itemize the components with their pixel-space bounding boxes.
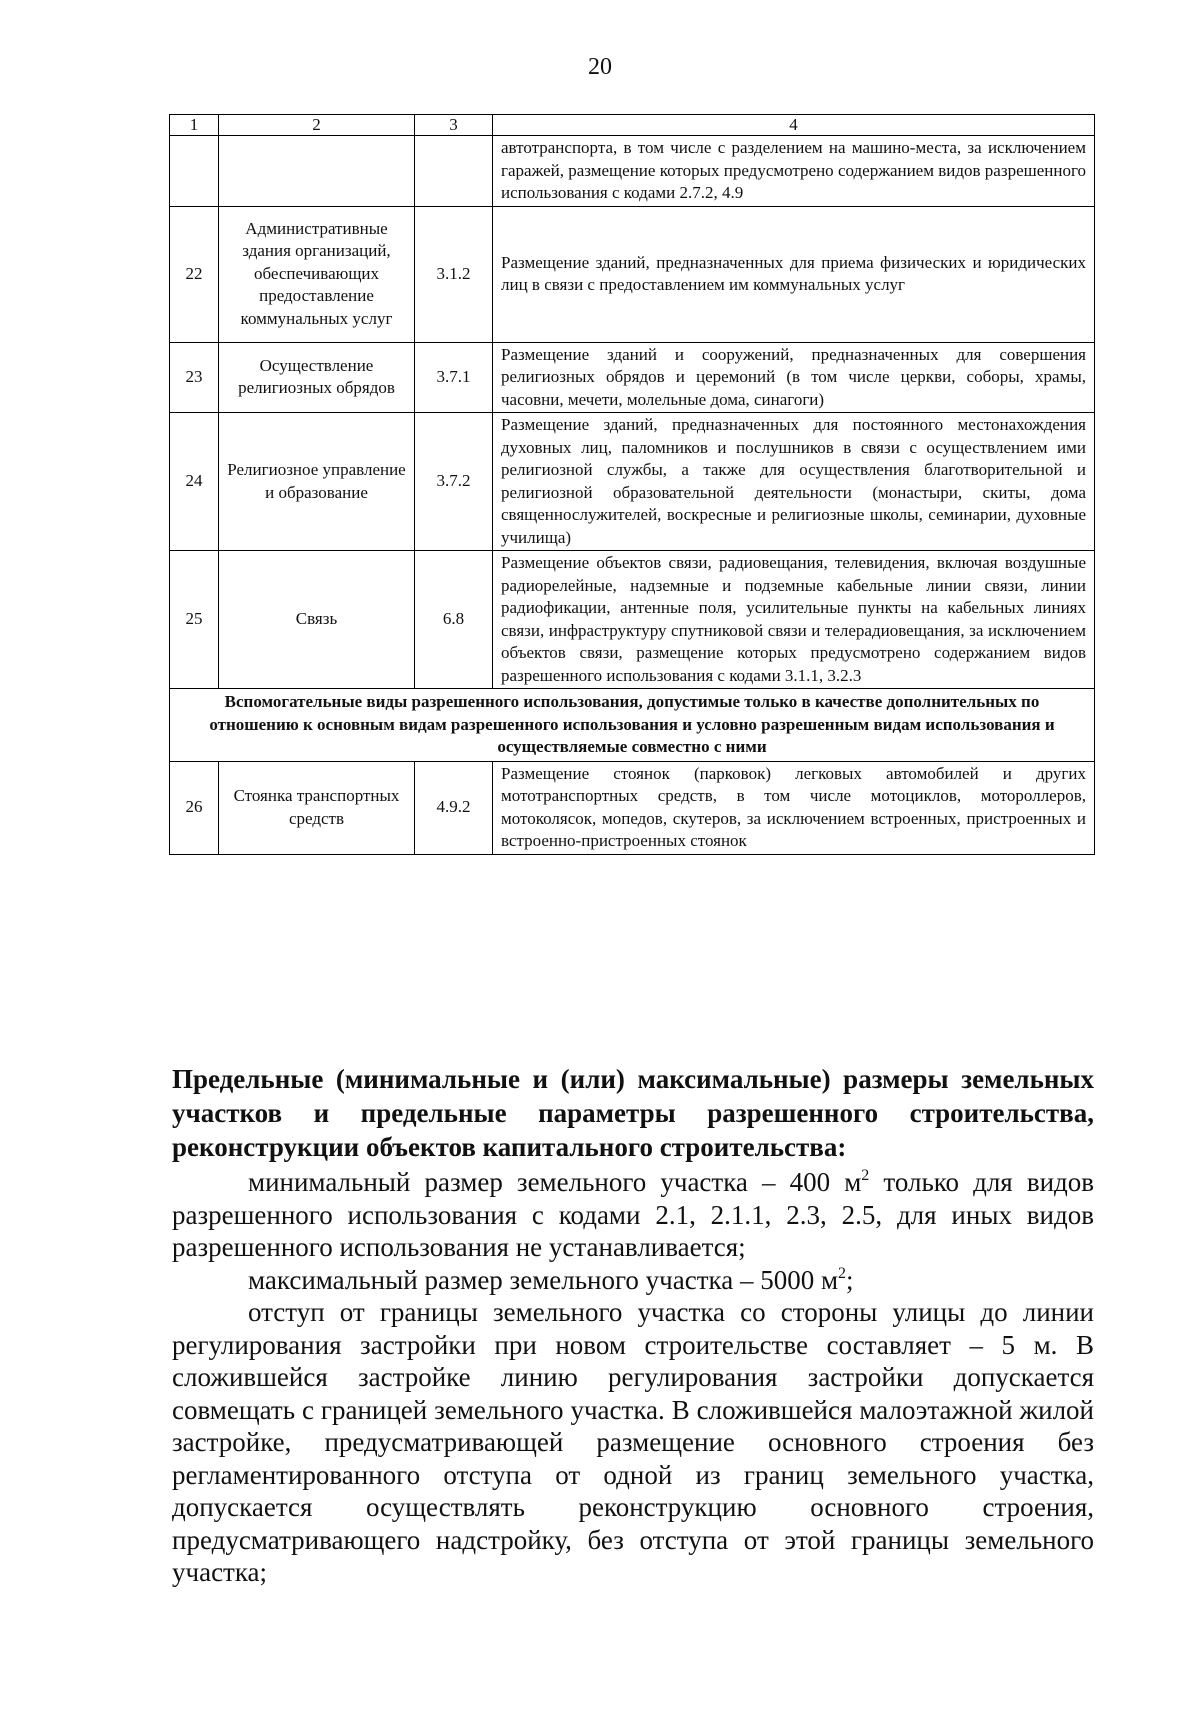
column-header: 1 [170,115,219,136]
use-name: Стоянка транспортных средств [219,761,415,854]
land-use-table [169,114,1095,855]
use-description: Размещение зданий, предназначенных для постоянного местонахождения духовных лиц, паломников и послушников в связи с осуществлением ими религиозной службы, а также для осуществления благотворительной и религиозной образовательной деятельности (монастыри, скиты, дома священнослужителей, воскресные и религиозные школы, семинарии, духовные училища) [493,413,1095,551]
table-row [170,413,1095,551]
row-number [170,136,219,207]
max-plot-size-paragraph [172,1264,1094,1297]
table-row [170,342,1095,413]
auxiliary-uses-heading-row [170,689,1095,762]
use-name: Связь [219,551,415,689]
min-size-text: минимальный размер земельного участка – 400 м [248,1167,862,1197]
max-size-text: максимальный размер земельного участка – 5000 м [248,1264,839,1295]
use-code: 4.9.2 [415,761,493,854]
use-name: Осуществление религиозных обрядов [219,342,415,413]
body-text [172,1166,1094,1589]
min-size-text-rest: только для видов разрешенного использования с кодами 2.1, 2.1.1, 2.3, 2.5, для иных видов разрешенного использования не устанавливается; [172,1167,1095,1262]
row-number: 26 [170,761,219,854]
row-number: 22 [170,206,219,342]
use-description: Размещение зданий и сооружений, предназначенных для совершения религиозных обрядов и церемоний (в том числе церкви, соборы, храмы, часовни, мечети, молельные дома, синагоги) [493,342,1095,413]
use-name [219,136,415,207]
section-heading: Предельные (минимальные и (или) максимальные) размеры земельных участков и предельные параметры разрешенного строительства, реконструкции объектов капитального строительства: [172,1064,1094,1162]
min-plot-size-paragraph [172,1166,1094,1264]
use-description: автотранспорта, в том числе с разделением на машино-места, за исключением гаражей, размещение которых предусмотрено содержанием видов разрешенного использования с кодами 2.7.2, 4.9 [493,136,1095,207]
column-header: 4 [493,115,1095,136]
use-code: 3.7.1 [415,342,493,413]
column-header: 2 [219,115,415,136]
superscript-2: 2 [861,1167,870,1184]
use-description: Размещение объектов связи, радиовещания, телевидения, включая воздушные радиорелейные, надземные и подземные кабельные линии связи, линии радиофикации, антенные поля, усилительные пункты на кабельных линиях связи, инфраструктуру спутниковой связи и телерадиовещания, за исключением объектов связи, размещение которых предусмотрено содержанием видов разрешенного использования с кодами 3.1.1, 3.2.3 [493,551,1095,689]
superscript-2: 2 [838,1264,847,1282]
row-number: 23 [170,342,219,413]
use-code [415,136,493,207]
use-description: Размещение зданий, предназначенных для приема физических и юридических лиц в связи с предоставлением им коммунальных услуг [493,206,1095,342]
use-code: 3.7.2 [415,413,493,551]
use-name: Религиозное управление и образование [219,413,415,551]
use-description: Размещение стоянок (парковок) легковых автомобилей и других мототранспортных средств, в том числе мотоциклов, мотороллеров, мотоколясок, мопедов, скутеров, за исключением встроенных, пристроенных и встроенно-пристроенных стоянок [493,761,1095,854]
table-row [170,136,1095,207]
page-number: 20 [588,54,612,80]
auxiliary-uses-heading: Вспомогательные виды разрешенного использования, допустимые только в качестве дополнительных по отношению к основным видам разрешенного использования и условно разрешенным видам использования и осуществляемые совместно с ними [170,689,1095,762]
use-name: Административные здания организаций, обеспечивающих предоставление коммунальных услуг [219,206,415,342]
column-header: 3 [415,115,493,136]
use-code: 6.8 [415,551,493,689]
table-row [170,551,1095,689]
table-header-row [170,115,1095,136]
setback-paragraph: отступ от границы земельного участка со стороны улицы до линии регулирования застройки при новом строительстве составляет – 5 м. В сложившейся застройке линию регулирования застройки допускается совмещать с границей земельного участка. В сложившейся малоэтажной жилой застройке, предусматривающей размещение основного строения без регламентированного отступа от одной из границ земельного участка, допускается осуществлять реконструкцию основного строения, предусматривающего надстройку, без отступа от этой границы земельного участка; [172,1297,1094,1587]
table-row [170,761,1095,854]
row-number: 24 [170,413,219,551]
max-size-text-rest: ; [846,1264,854,1295]
use-code: 3.1.2 [415,206,493,342]
row-number: 25 [170,551,219,689]
table-row [170,206,1095,342]
